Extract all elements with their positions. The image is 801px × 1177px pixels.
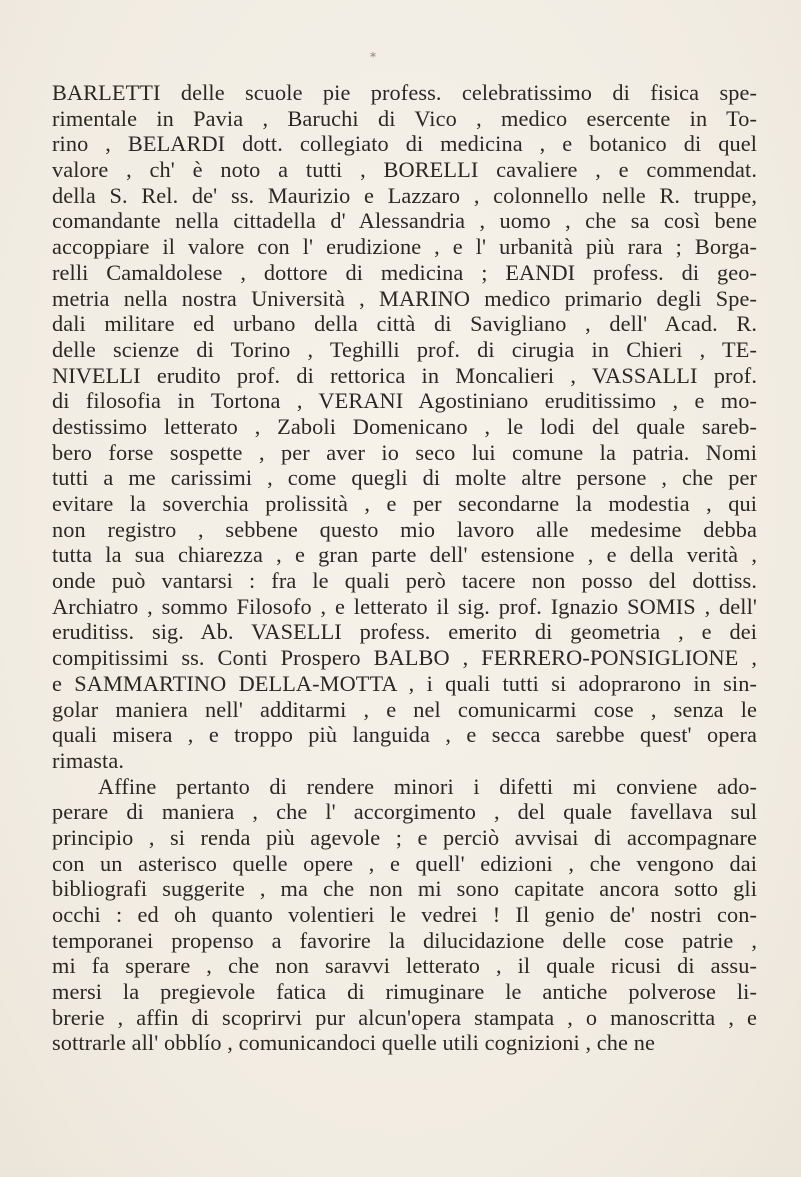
text-line: brerie , affin di scoprirvi pur alcun'opera stampata , o manoscritta , e: [52, 1004, 757, 1030]
paragraph-1: [52, 80, 757, 774]
text-line: rimentale in Pavia , Baruchi di Vico , medico esercente in To-: [52, 105, 757, 131]
text-line: BARLETTI delle scuole pie profess. celebratissimo di fisica spe-: [52, 80, 757, 105]
text-line: mersi la pregievole fatica di rimuginare le antiche polverose li-: [52, 979, 757, 1005]
asterisk-mark: *: [370, 50, 376, 64]
text-line: occhi : ed oh quanto volentieri le vedrei ! Il genio de' nostri con-: [52, 902, 757, 927]
text-line: quali misera , e troppo più languida , e secca sarebbe quest' opera: [52, 722, 757, 748]
text-line: bibliografi suggerite , ma che non mi sono capitate ancora sotto gli: [52, 876, 757, 902]
text-line: NIVELLI erudito prof. di rettorica in Moncalieri , VASSALLI prof.: [52, 362, 757, 388]
text-line: sottrarle all' obblío , comunicandoci quelle utili cognizioni , che ne: [52, 1030, 655, 1056]
text-line: rimasta.: [52, 747, 125, 773]
text-line: di filosofia in Tortona , VERANI Agostiniano eruditissimo , e mo-: [52, 388, 757, 414]
text-line: principio , si renda più agevole ; e perciò avvisai di accompagnare: [52, 824, 757, 850]
text-line: bero forse sospette , per aver io seco lui comune la patria. Nomi: [52, 439, 757, 465]
text-line: non registro , sebbene questo mio lavoro alle medesime debba: [52, 516, 757, 542]
text-line: tutti a me carissimi , come quegli di molte altre persone , che per: [52, 465, 757, 491]
text-line: rino , BELARDI dott. collegiato di medicina , e botanico di quel: [52, 131, 757, 157]
text-line: compitissimi ss. Conti Prospero BALBO , FERRERO-PONSIGLIONE ,: [52, 645, 757, 671]
text-line: eruditiss. sig. Ab. VASELLI profess. emerito di geometria , e dei: [52, 619, 757, 645]
text-line: accoppiare il valore con l' erudizione , e l' urbanità più rara ; Borga-: [52, 234, 757, 260]
text-line: valore , ch' è noto a tutti , BORELLI cavaliere , e commendat.: [52, 157, 757, 183]
text-line: con un asterisco quelle opere , e quell' edizioni , che vengono dai: [52, 850, 757, 876]
text-line: e SAMMARTINO DELLA-MOTTA , i quali tutti si adoprarono in sin-: [52, 670, 757, 696]
text-line: perare di maniera , che l' accorgimento , del quale favellava sul: [52, 799, 757, 825]
text-line: relli Camaldolese , dottore di medicina ; EANDI profess. di geo-: [52, 259, 757, 285]
text-line: onde può vantarsi : fra le quali però tacere non posso del dottiss.: [52, 568, 757, 594]
text-line: comandante nella cittadella d' Alessandria , uomo , che sa così bene: [52, 208, 757, 234]
text-line: Archiatro , sommo Filosofo , e letterato il sig. prof. Ignazio SOMIS , dell': [52, 593, 757, 619]
text-line: golar maniera nell' additarmi , e nel comunicarmi cose , senza le: [52, 696, 757, 722]
text-line: mi fa sperare , che non saravvi letterato , il quale ricusi di assu-: [52, 953, 757, 979]
text-line: temporanei propenso a favorire la dilucidazione delle cose patrie ,: [52, 927, 757, 953]
text-line: delle scienze di Torino , Teghilli prof. di cirugia in Chieri , TE-: [52, 336, 757, 362]
text-line: Affine pertanto di rendere minori i difetti mi conviene ado-: [98, 773, 757, 799]
text-line: tutta la sua chiarezza , e gran parte dell' estensione , e della verità ,: [52, 542, 757, 568]
text-line: dali militare ed urbano della città di Savigliano , dell' Acad. R.: [52, 311, 757, 337]
text-line: destissimo letterato , Zaboli Domenicano , le lodi del quale sareb-: [52, 413, 757, 439]
text-line: evitare la soverchia prolissità , e per secondarne la modestia , qui: [52, 491, 757, 516]
body-text: [52, 80, 757, 1056]
text-line: della S. Rel. de' ss. Maurizio e Lazzaro , colonnello nelle R. truppe,: [52, 182, 757, 208]
paragraph-2: [52, 774, 757, 1057]
text-line: metria nella nostra Università , MARINO medico primario degli Spe-: [52, 285, 757, 311]
